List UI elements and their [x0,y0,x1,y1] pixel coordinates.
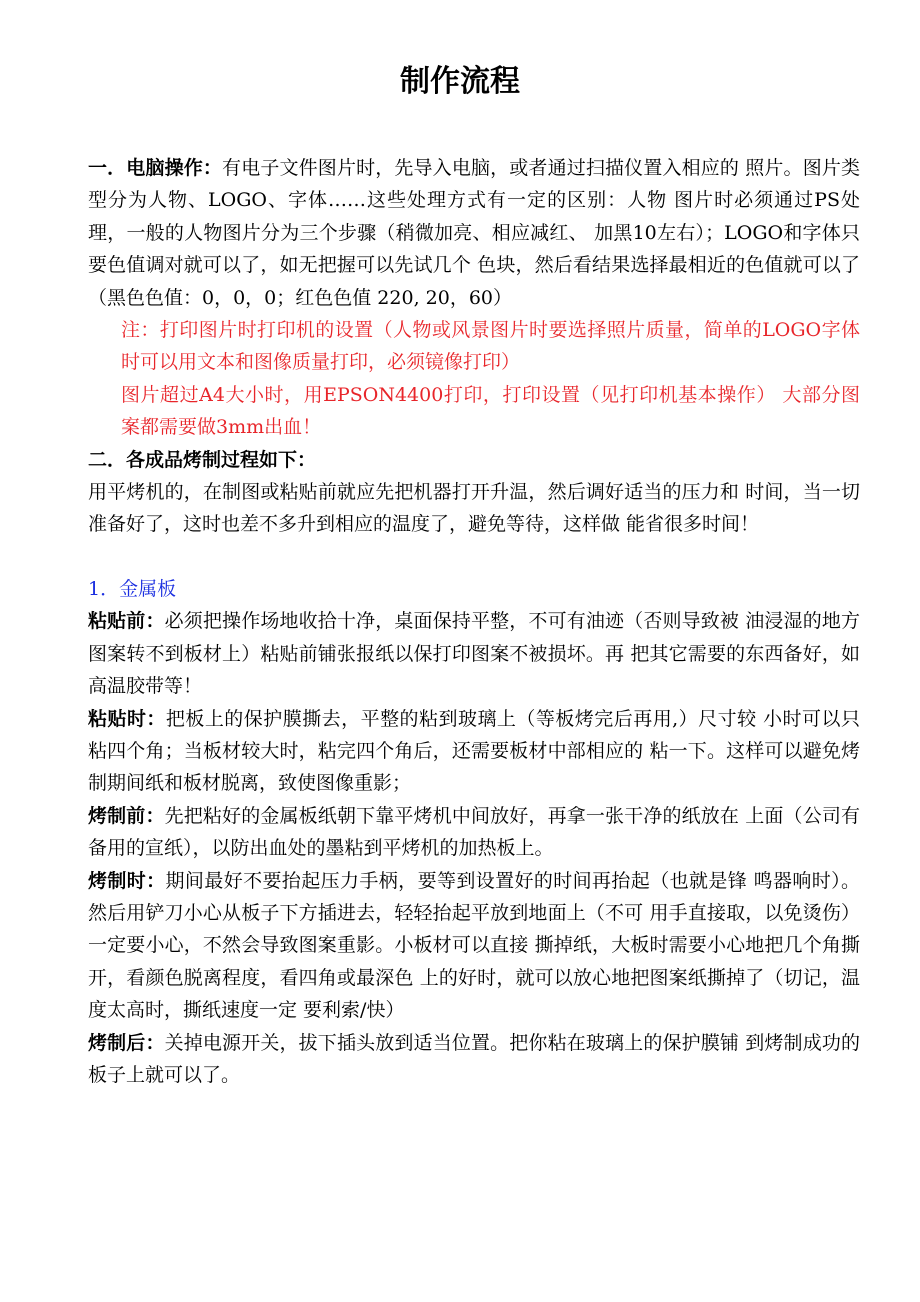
step-text: 先把粘好的金属板纸朝下靠平烤机中间放好，再拿一张干净的纸放在 上面（公司有备用的宣纸），以防出血处的墨粘到平烤机的加热板上。 [88,804,860,860]
print-note: 注：打印图片时打印机的设置（人物或风景图片时要选择照片质量，简单的LOGO字体时可以用文本和图像质量打印，必须镜像打印） [121,319,860,374]
step-before-baking [88,800,860,865]
step-while-pasting [88,703,860,800]
document-body [88,152,860,1091]
step-text: 必须把操作场地收拾十净，桌面保持平整，不可有油迹（否则导致被 油浸湿的地方图案转不到板材上）粘贴前铺张报纸以保打印图案不被损坏。再 把其它需要的东西备好，如高温胶带等！ [88,610,860,698]
step-label: 烤制后： [88,1031,165,1054]
section-text: 用平烤机的，在制图或粘贴前就应先把机器打开升温，然后调好适当的压力和 时间，当一切准备好了，这时也差不多升到相应的温度了，避免等待，这样做 能省很多时间！ [88,481,860,536]
step-label: 粘贴时： [88,707,166,730]
section-computer-operation [88,152,860,314]
step-text: 关掉电源开关，拔下插头放到适当位置。把你粘在玻璃上的保护膜铺 到烤制成功的板子上就可以了。 [88,1031,860,1086]
step-while-baking [88,865,860,1027]
subsection-heading-metal-plate: 1．金属板 [88,577,177,600]
paragraph-gap [88,541,860,573]
step-before-pasting [88,605,860,702]
section-heading: 二．各成品烤制过程如下： [88,448,317,471]
bleed-note: 图片超过A4大小时，用EPSON4400打印，打印设置（见打印机基本操作） 大部分图案都需要做3mm出血！ [121,383,860,439]
step-label: 粘贴前： [88,610,165,633]
step-label: 烤制时： [88,869,166,892]
step-label: 烤制前： [88,804,165,827]
step-after-baking [88,1027,860,1092]
step-text: 期间最好不要抬起压力手柄，要等到设置好的时间再抬起（也就是锋 鸣器响时）。然后用铲刀小心从板子下方插进去，轻轻抬起平放到地面上（不可 用手直接取，以免烫伤）一定要小心，不然会导致图案重影。小板材可以直接 撕掉纸，大板时需要小心地把几个角撕开，看颜色脱离程度，看四角或最深色 上的好时，就可以放心地把图案纸撕掉了（切记，温度太高时，撕纸速度一定 要利索/快） [88,869,860,1022]
section-text: 有电子文件图片时，先导入电脑，或者通过扫描仪置入相应的 照片。图片类型分为人物、LOGO、字体……这些处理方式有一定的区别：人物 图片时必须通过PS处理，一般的人物图片分为三个步骤（稍微加亮、相应减红、 加黑10左右）；LOGO和字体只要色值调对就可以了，如无把握可以先试几个 色块，然后看结果选择最相近的色值就可以了（黑色色值：0，0，0；红色色值 220, 20，60） [88,157,860,309]
document-title: 制作流程 [400,64,520,99]
step-text: 把板上的保护膜撕去，平整的粘到玻璃上（等板烤完后再用,）尺寸较 小时可以只粘四个角；当板材较大时，粘完四个角后，还需要板材中部相应的 粘一下。这样可以避免烤制期间纸和板材脱离，致使图像重影； [88,707,860,795]
section-heading: 一．电脑操作： [88,157,223,179]
